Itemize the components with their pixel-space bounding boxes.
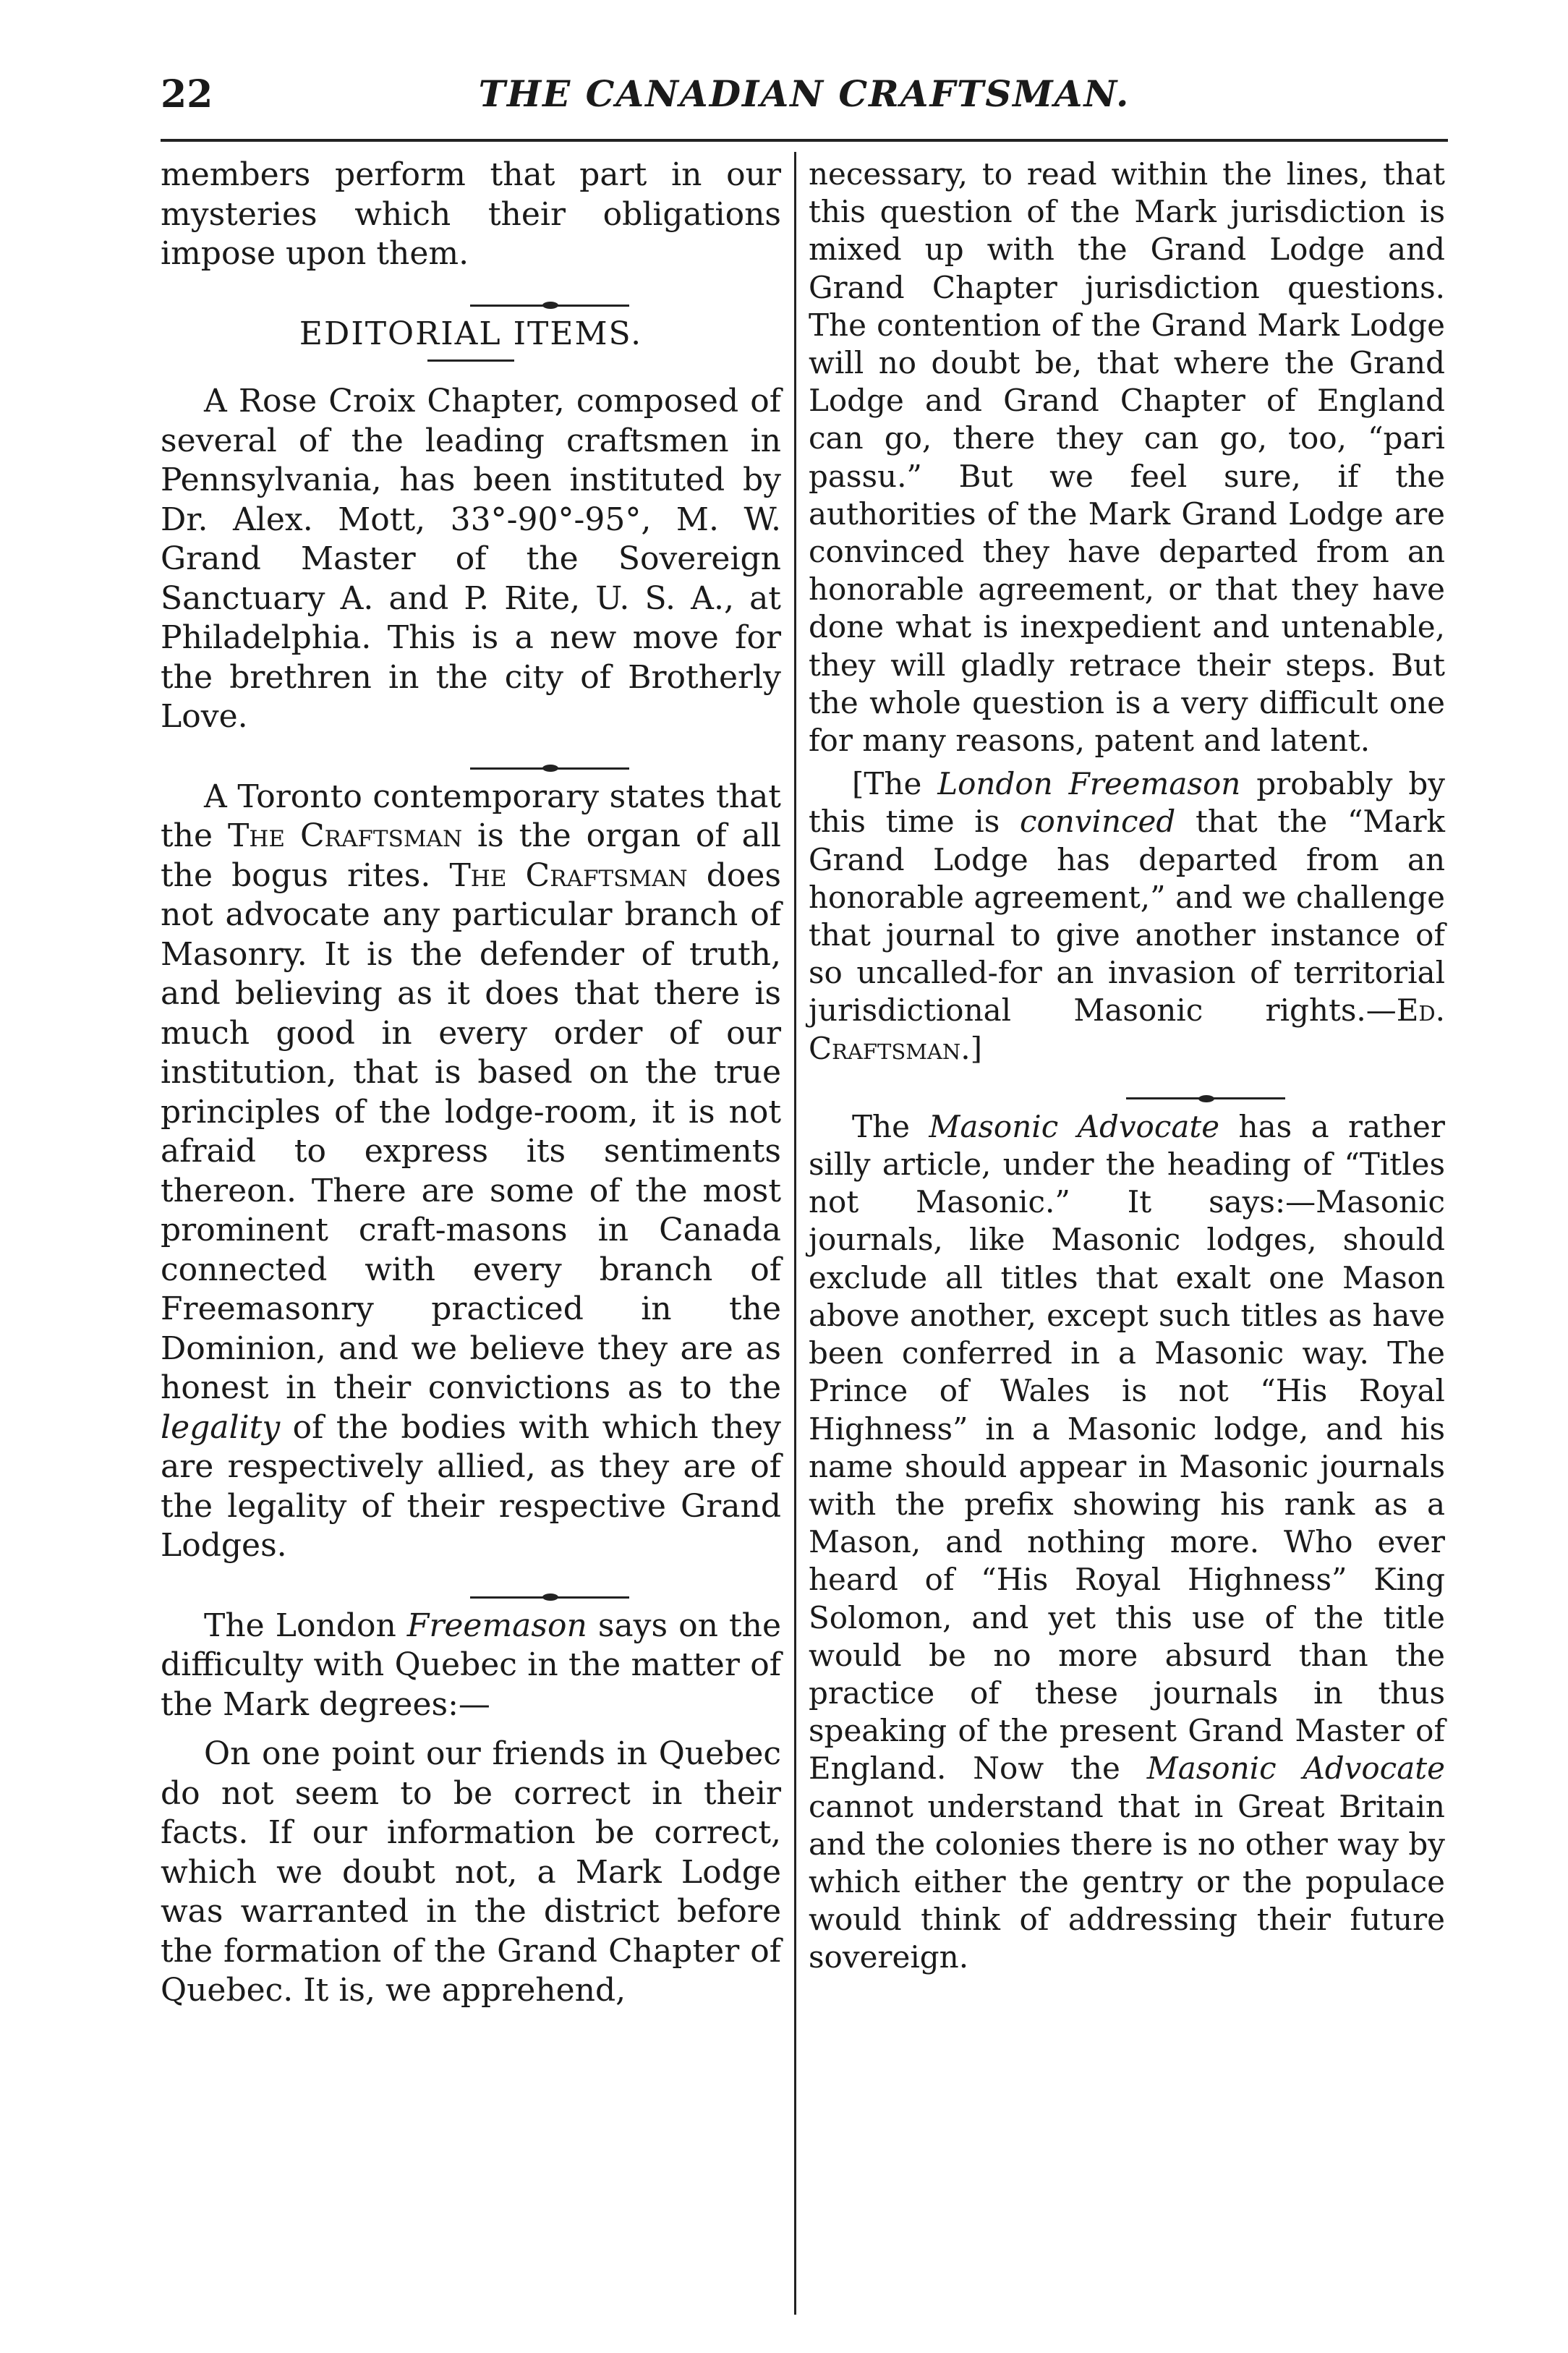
paragraph-masonic-advocate: The Masonic Advocate has a rather silly article, under the heading of “Titles not Masonic.” It says:—Masonic journals, like Masonic lodges, should exclude all titles that exalt one Mason above another, except such titles as have been conferred in a Masonic way. The Prince of Wales is not “His Royal Highness” in a Masonic lodge, and his name should appear in Masonic journals with the prefix showing his rank as a Mason, and nothing more. Who ever heard of “His Royal Highness” King Solomon, and yet this use of the title would be no more absurd than the practice of these journals in thus speaking of the present Grand Master of England. Now the Masonic Advocate cannot understand that in Great Britain and the colonies there is no other way by which either the gentry or the populace would think of addressing their future sovereign. (809, 1108, 1445, 1975)
paragraph-rose-croix: A Rose Croix Chapter, composed of several of the leading craftsmen in Pennsylvania, has been instituted by Dr. Alex. Mott, 33°-90°-95°, M. W. Grand Master of the Sovereign Sanctuary A. and P. Rite, U. S. A., at Philadelphia. This is a new move for the brethren in the city of Brotherly Love. (161, 383, 781, 735)
paragraph-editor-note: [The London Freemason probably by this time is convinced that the “Mark Grand Lodge has departed from an honorable agreement,” and we challenge that journal to give another instance of so uncalled-for an invasion of territorial jurisdictional Masonic rights.—Ed. Craftsman.] (809, 766, 1445, 1066)
section-rule (427, 359, 514, 362)
separator-ornament (161, 284, 781, 299)
section-heading: EDITORIAL ITEMS. (299, 315, 643, 352)
running-title: THE CANADIAN CRAFTSMAN. (478, 72, 1130, 115)
separator-ornament (809, 1078, 1445, 1092)
separator-ornament (161, 747, 781, 762)
paragraph-quote: On one point our friends in Quebec do not seem to be correct in their facts. If our information be correct, which we doubt not, a Mark Lodge was warranted in the district before the formation of the Grand Chapter of Quebec. It is, we apprehend, (161, 1735, 781, 2009)
page-header (161, 72, 1448, 137)
paragraph-intro: members perform that part in our mysteries which their obligations impose upon them. (161, 156, 781, 272)
header-rule (161, 139, 1448, 142)
paragraph-london-freemason: The London Freemason says on the difficulty with Quebec in the matter of the Mark degrees:— (161, 1607, 781, 1723)
separator-ornament (161, 1576, 781, 1591)
paragraph-toronto: A Toronto contemporary states that the The Craftsman is the organ of all the bogus rites. The Craftsman does not advocate any particular branch of Masonry. It is the defender of truth, and believing as it does that there is much good in every order of our institution, that is based on the true principles of the lodge-room, it is not afraid to express its sentiments thereon. There are some of the most prominent craft-masons in Canada connected with every branch of Freemasonry practiced in the Dominion, and we believe they are as honest in their convictions as to the legality of the bodies with which they are respectively allied, as they are of the legality of their respective Grand Lodges. (161, 778, 781, 1564)
paragraph-quote-continued: necessary, to read within the lines, that this question of the Mark jurisdiction is mixed up with the Grand Lodge and Grand Chapter jurisdiction questions. The contention of the Grand Mark Lodge will no doubt be, that where the Grand Lodge and Grand Chapter of England can go, there they can go, too, “pari passu.” But we feel sure, if the authorities of the Mark Grand Lodge are convinced they have departed from an honorable agreement, or that they have done what is inexpedient and untenable, they will gladly retrace their steps. But the whole question is a very difficult one for many reasons, patent and latent. (809, 156, 1445, 759)
right-column (809, 156, 1445, 1977)
page-number: 22 (161, 72, 213, 116)
column-divider (794, 152, 796, 2315)
left-column (161, 156, 781, 2011)
